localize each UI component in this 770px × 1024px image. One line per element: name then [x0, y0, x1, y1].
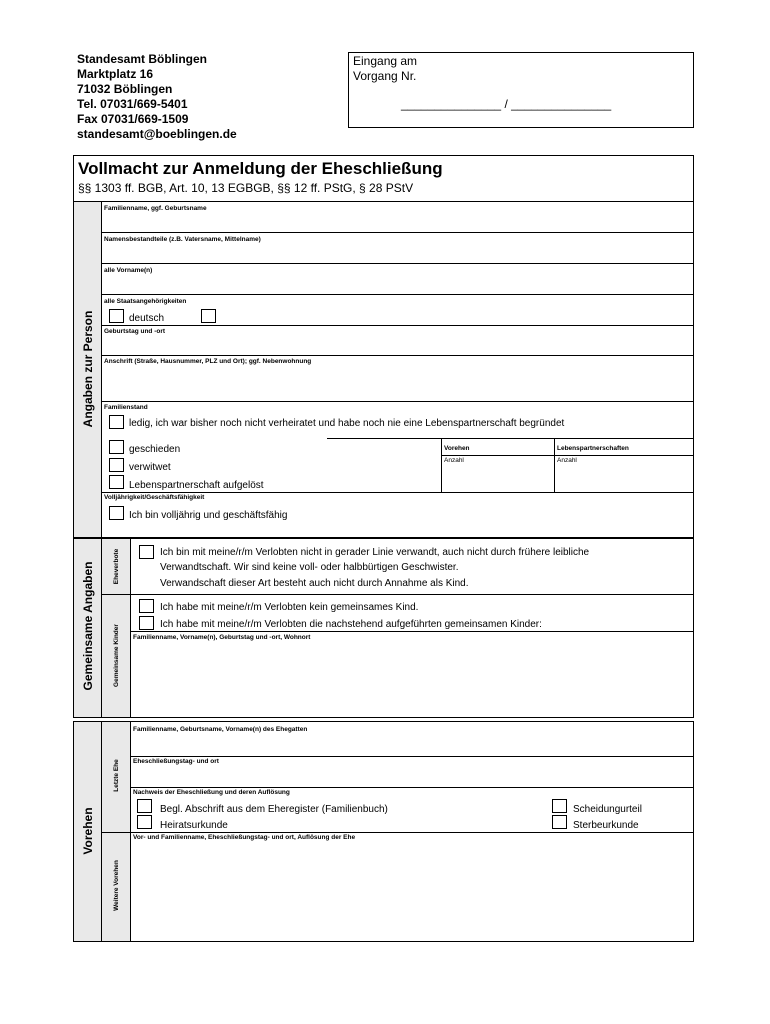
impediment-line1: Ich bin mit meine/r/m Verlobten nicht in gerader Linie verwandt, auch nicht durch frühere leibliche: [160, 547, 590, 558]
form-title: Vollmacht zur Anmeldung der Eheschließung: [78, 159, 443, 178]
intake-received: Eingang am: [353, 54, 418, 68]
office-email: standesamt@boeblingen.de: [77, 127, 237, 141]
last-marriage-label: Letzte Ehe: [113, 759, 120, 792]
no-children-checkbox[interactable]: [139, 599, 154, 613]
prior-section: [73, 721, 694, 942]
given-names-label: alle Vorname(n): [104, 267, 153, 274]
divorce-decree-checkbox[interactable]: [552, 799, 567, 813]
office-name: Standesamt Böblingen: [77, 52, 208, 66]
further-marriages-label: Weitere Vorehen: [113, 860, 120, 911]
single-label: ledig, ich war bisher noch nicht verheiratet und habe noch nie eine Lebenspartnerschaft begründet: [129, 418, 565, 429]
widowed-label: verwitwet: [129, 462, 171, 473]
single-checkbox[interactable]: [109, 415, 124, 429]
office-city: 71032 Böblingen: [77, 82, 173, 96]
other-nationality-checkbox[interactable]: [201, 309, 216, 323]
has-children-label: Ich habe mit meine/r/m Verlobten die nachstehend aufgeführten gemeinsamen Kinder:: [160, 619, 542, 630]
title-box: [73, 155, 694, 202]
intake-box: [348, 52, 694, 128]
capacity-checkbox[interactable]: [109, 506, 124, 520]
no-children-label: Ich habe mit meine/r/m Verlobten kein gemeinsames Kind.: [160, 602, 419, 613]
impediments-label: Eheverbote: [113, 548, 120, 585]
spouse-label: Familienname, Geburtsname, Vorname(n) des Ehegatten: [133, 726, 308, 733]
name-parts-label: Namensbestandteile (z.B. Vatersname, Mittelname): [104, 236, 261, 243]
common-section: [73, 538, 694, 718]
death-cert-checkbox[interactable]: [552, 815, 567, 829]
partnership-dissolved-checkbox[interactable]: [109, 475, 124, 489]
partnership-dissolved-label: Lebenspartnerschaft aufgelöst: [129, 480, 264, 491]
surname-label: Familienname, ggf. Geburtsname: [104, 205, 207, 212]
prior-partnerships-count[interactable]: Anzahl: [557, 457, 577, 464]
prior-partnerships-header: Lebenspartnerschaften: [557, 445, 629, 452]
capacity-statement: Ich bin volljährig und geschäftsfähig: [129, 510, 288, 521]
common-subsidebar: [102, 539, 131, 717]
children-label: Gemeinsame Kinder: [113, 624, 120, 687]
office-address: [77, 52, 237, 142]
children-fields-label: Familienname, Vorname(n), Geburtstag und -ort, Wohnort: [133, 634, 311, 641]
common-sidebar: [74, 539, 102, 717]
office-street: Marktplatz 16: [77, 67, 154, 81]
intake-blank[interactable]: _______________ / _______________: [401, 97, 612, 111]
wedding-label: Eheschließungstag- und ort: [133, 758, 219, 765]
prior-marriages-header: Vorehen: [444, 445, 470, 452]
divorced-checkbox[interactable]: [109, 440, 124, 454]
prior-marriages-count[interactable]: Anzahl: [444, 457, 464, 464]
office-fax: Fax 07031/669-1509: [77, 112, 189, 126]
office-tel: Tel. 07031/669-5401: [77, 97, 188, 111]
further-fields-label: Vor- und Familienname, Eheschließungstag- und ort, Auflösung der Ehe: [133, 834, 356, 841]
impediment-checkbox[interactable]: [139, 545, 154, 559]
person-section-label: Angaben zur Person: [81, 310, 95, 428]
address-label: Anschrift (Straße, Hausnummer, PLZ und Ort); ggf. Nebenwohnung: [104, 358, 312, 365]
divorced-label: geschieden: [129, 444, 181, 455]
nationalities-label: alle Staatsangehörigkeiten: [104, 298, 187, 305]
german-label: deutsch: [129, 313, 165, 324]
capacity-label: Volljährigkeit/Geschäftsfähigkeit: [104, 494, 205, 501]
impediment-line2: Verwandtschaft. Wir sind keine voll- oder halbbürtigen Geschwister.: [160, 562, 459, 573]
birth-label: Geburtstag und -ort: [104, 328, 166, 335]
divorce-decree-label: Scheidungurteil: [573, 804, 642, 815]
german-checkbox[interactable]: [109, 309, 124, 323]
form-legal: §§ 1303 ff. BGB, Art. 10, 13 EGBGB, §§ 12 ff. PStG, § 28 PStV: [78, 181, 414, 195]
prior-sidebar: [74, 722, 102, 941]
prior-section-label: Vorehen: [81, 807, 95, 855]
death-cert-label: Sterbeurkunde: [573, 820, 639, 831]
impediment-line3: Verwandschaft dieser Art besteht auch nicht durch Annahme als Kind.: [160, 578, 469, 589]
widowed-checkbox[interactable]: [109, 458, 124, 472]
person-sidebar: [74, 202, 102, 537]
intake-case-no: Vorgang Nr.: [353, 69, 417, 83]
marriage-cert-label: Heiratsurkunde: [160, 820, 228, 831]
certified-copy-label: Begl. Abschrift aus dem Eheregister (Familienbuch): [160, 804, 388, 815]
has-children-checkbox[interactable]: [139, 616, 154, 630]
marriage-cert-checkbox[interactable]: [137, 815, 152, 829]
certified-copy-checkbox[interactable]: [137, 799, 152, 813]
common-section-label: Gemeinsame Angaben: [81, 561, 95, 691]
proof-label: Nachweis der Eheschließung und deren Auflösung: [133, 789, 290, 796]
person-section: [73, 201, 694, 538]
marital-status-label: Familienstand: [104, 404, 148, 411]
